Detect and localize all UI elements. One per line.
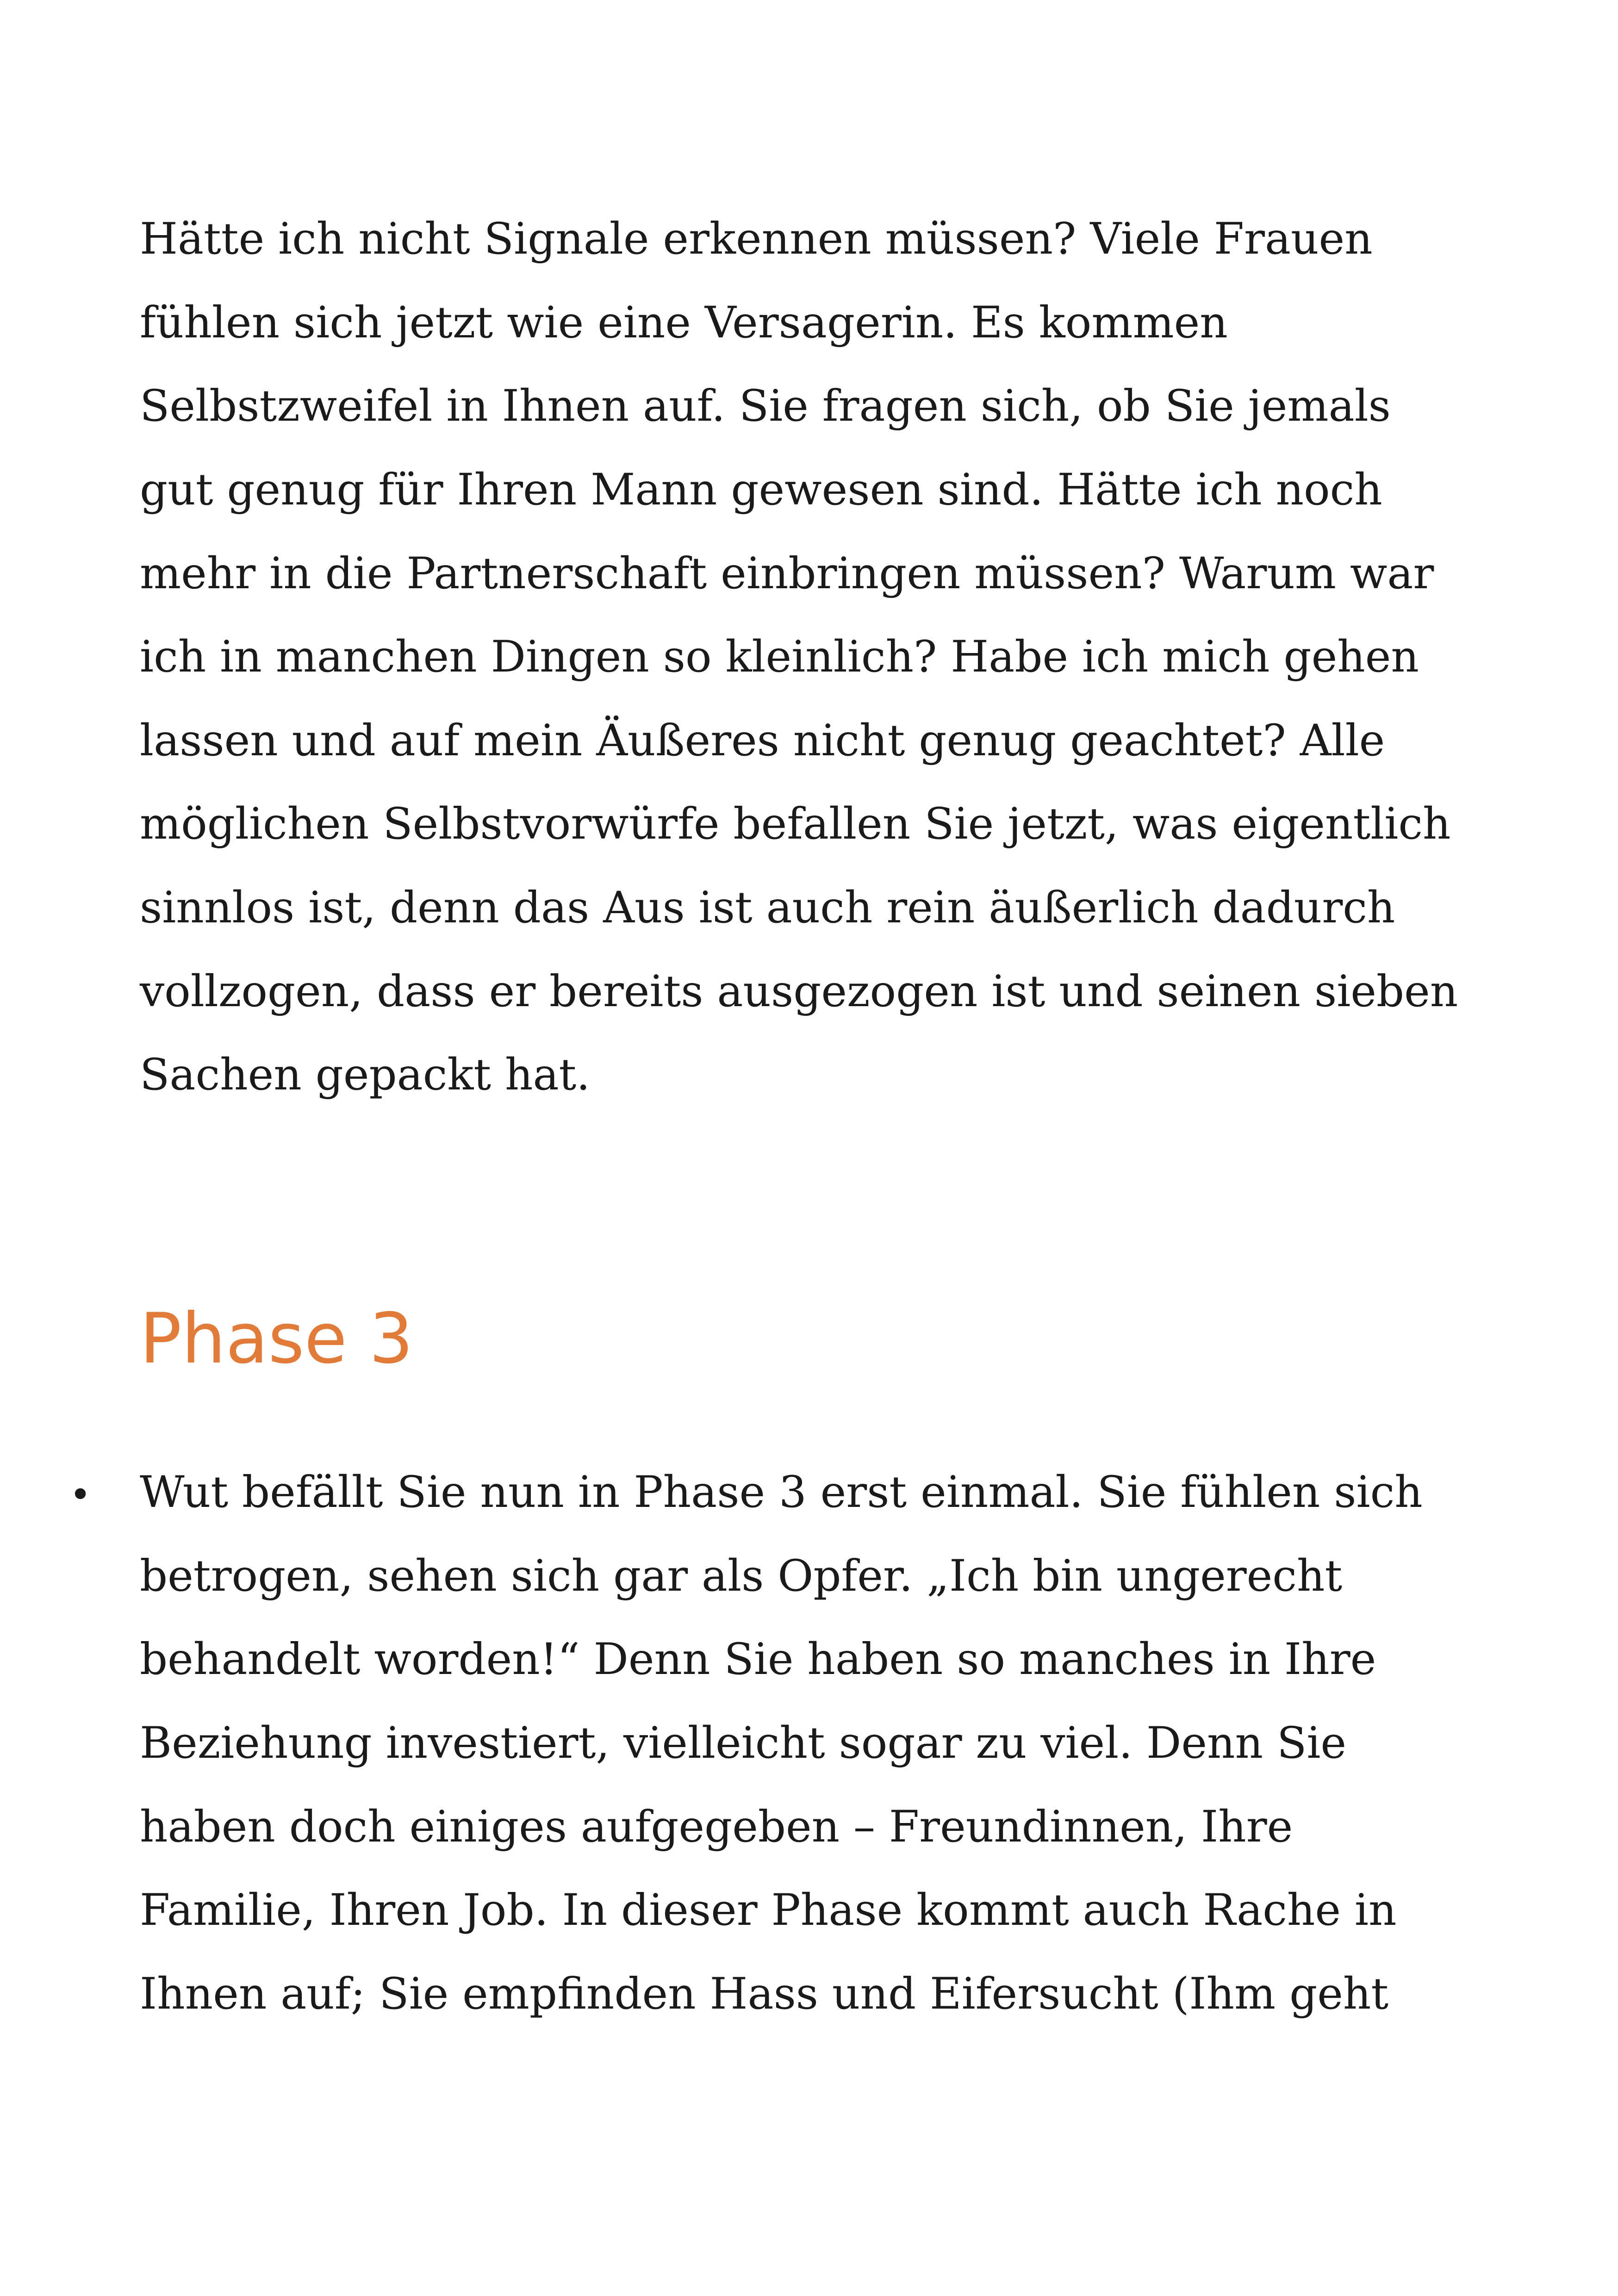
list-item-line: betrogen, sehen sich gar als Opfer. „Ich bin ungerecht: [140, 1551, 1343, 1601]
paragraph-line: Sachen gepackt hat.: [140, 1050, 591, 1100]
list-item-line: haben doch einiges aufgegeben – Freundinnen, Ihre: [140, 1802, 1293, 1852]
list-item-line: behandelt worden!“ Denn Sie haben so manches in Ihre: [140, 1634, 1376, 1685]
list-item-line: Familie, Ihren Job. In dieser Phase kommt auch Rache in: [140, 1885, 1397, 1935]
paragraph-line: mehr in die Partnerschaft einbringen müssen? Warum war: [140, 548, 1434, 599]
paragraph-line: Hätte ich nicht Signale erkennen müssen? Viele Frauen: [140, 214, 1373, 264]
list-item-line: Beziehung investiert, vielleicht sogar zu viel. Denn Sie: [140, 1718, 1347, 1768]
paragraph-line: vollzogen, dass er bereits ausgezogen ist und seinen sieben: [140, 966, 1458, 1017]
section-heading: Phase 3: [140, 1299, 413, 1379]
paragraph-line: sinnlos ist, denn das Aus ist auch rein äußerlich dadurch: [140, 883, 1395, 933]
list-item-line: Ihnen auf; Sie empfinden Hass und Eifersucht (Ihm geht: [140, 1969, 1389, 2019]
paragraph-line: gut genug für Ihren Mann gewesen sind. Hätte ich noch: [140, 465, 1382, 515]
paragraph-line: ich in manchen Dingen so kleinlich? Habe ich mich gehen: [140, 632, 1419, 682]
paragraph-line: lassen und auf mein Äußeres nicht genug geachtet? Alle: [140, 716, 1385, 766]
paragraph-line: Selbstzweifel in Ihnen auf. Sie fragen sich, ob Sie jemals: [140, 381, 1391, 431]
bullet-icon: •: [69, 1473, 92, 1516]
list-item-line: Wut befällt Sie nun in Phase 3 erst einmal. Sie fühlen sich: [140, 1467, 1423, 1518]
paragraph-line: möglichen Selbstvorwürfe befallen Sie jetzt, was eigentlich: [140, 799, 1451, 849]
paragraph-line: fühlen sich jetzt wie eine Versagerin. Es kommen: [140, 298, 1228, 348]
